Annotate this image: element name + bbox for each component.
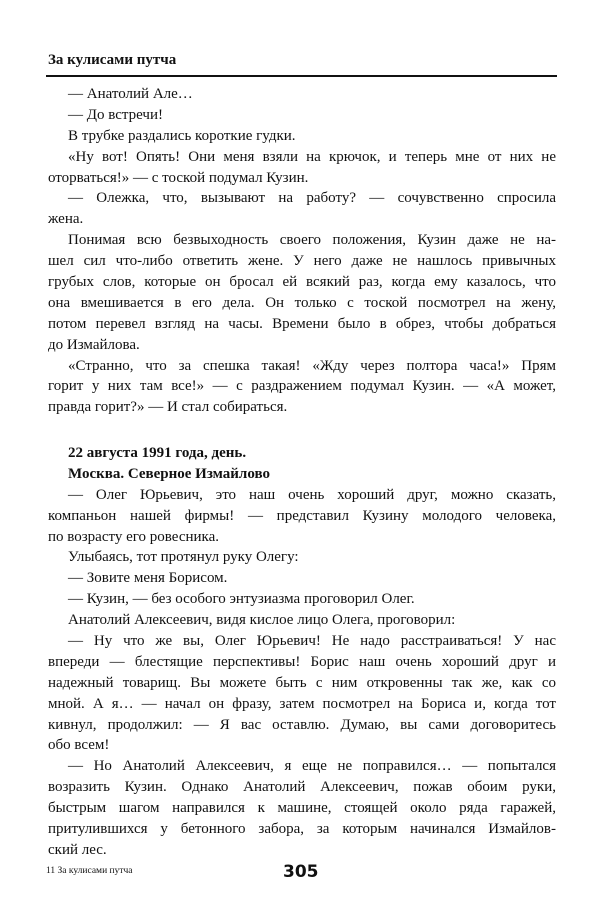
page-number: 305	[283, 862, 319, 882]
paragraph-line: надежный товарищ. Вы можете быть с ним откровенны так же, как со	[48, 674, 556, 691]
paragraph-line: она вмешивается в его дела. Он только с тоской посмотрел на жену,	[48, 294, 556, 311]
section-place-heading: Москва. Северное Измайлово	[68, 465, 270, 482]
paragraph-line: кивнул, продолжил: — Я вас оставлю. Думаю, вы сами договоритесь	[48, 716, 556, 733]
paragraph-line: притулившихся у бетонного забора, за которым начинался Измайлов-	[48, 821, 556, 838]
paragraph-line: — Олежка, что, вызывают на работу? — сочувственно спросила	[68, 190, 556, 207]
paragraph-line: по возрасту его ровесника.	[48, 528, 219, 545]
paragraph-line: грубых слов, которые он бросал ей всякий раз, когда ему казалось, что	[48, 274, 556, 291]
paragraph-line: оторваться!» — с тоской подумал Кузин.	[48, 169, 309, 186]
paragraph-line: Понимая всю безвыходность своего положения, Кузин даже не на-	[68, 232, 556, 249]
paragraph-line: до Измайлова.	[48, 336, 140, 353]
paragraph-line: — Кузин, — без особого энтузиазма проговорил Олег.	[68, 591, 415, 608]
paragraph-line: жена.	[48, 211, 84, 228]
paragraph-line: компаньон нашей фирмы! — представил Кузину молодого человека,	[48, 507, 556, 524]
paragraph-line: мной. А я… — начал он фразу, затем посмотрел на Бориса и, когда тот	[48, 695, 556, 712]
paragraph-line: — Зовите меня Борисом.	[68, 570, 228, 587]
paragraph-line: впереди — блестящие перспективы! Борис наш очень хороший друг и	[48, 653, 556, 670]
running-title: За кулисами путча	[48, 52, 177, 68]
paragraph-line: — Ну что же вы, Олег Юрьевич! Не надо расстраиваться! У нас	[68, 633, 556, 650]
paragraph-line: — До встречи!	[68, 106, 163, 123]
paragraph-line: обо всем!	[48, 737, 110, 754]
paragraph-line: потом перевел взгляд на часы. Времени было в обрез, чтобы добраться	[48, 315, 556, 332]
paragraph-line: — Но Анатолий Алексеевич, я еще не поправился… — попытался	[68, 758, 556, 775]
paragraph-line: правда горит?» — И стал собираться.	[48, 399, 288, 416]
header-rule	[46, 75, 557, 77]
paragraph-line: В трубке раздались короткие гудки.	[68, 127, 296, 144]
paragraph-line: шел сил что-либо ответить жене. У него даже не нашлось привычных	[48, 253, 556, 270]
paragraph-line: — Олег Юрьевич, это наш очень хороший друг, можно сказать,	[68, 486, 556, 503]
paragraph-line: — Анатолий Але…	[68, 86, 193, 102]
paragraph-line: возразить Кузин. Однако Анатолий Алексеевич, пожав обоим руки,	[48, 779, 556, 796]
signature-mark: 11 За кулисами путча	[46, 866, 133, 876]
paragraph-line: «Странно, что за спешка такая! «Жду через полтора часа!» Прям	[68, 357, 556, 374]
section-date-heading: 22 августа 1991 года, день.	[68, 445, 247, 461]
paragraph-line: «Ну вот! Опять! Они меня взяли на крючок, и теперь мне от них не	[68, 148, 556, 165]
text-block-1	[48, 84, 556, 418]
paragraph-line: горит у них там все!» — с раздражением подумал Кузин. — «А может,	[48, 378, 556, 395]
paragraph-line: ский лес.	[48, 841, 107, 858]
text-block-2	[48, 443, 556, 861]
paragraph-line: быстрым шагом направился к машине, стоящей около ряда гаражей,	[48, 800, 556, 817]
paragraph-line: Улыбаясь, тот протянул руку Олегу:	[68, 549, 299, 566]
paragraph-line: Анатолий Алексеевич, видя кислое лицо Олега, проговорил:	[68, 612, 456, 629]
